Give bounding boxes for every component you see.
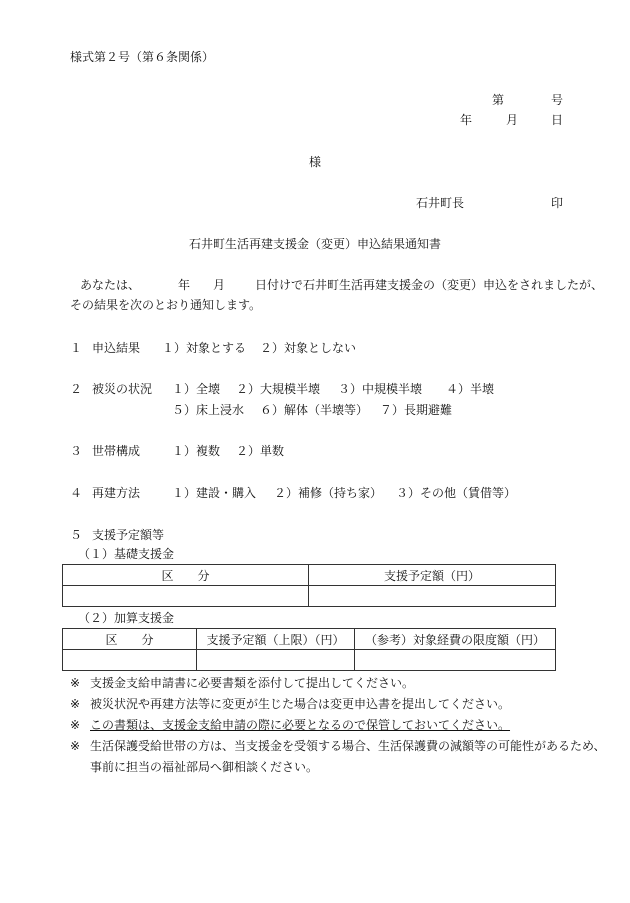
section-3-number: ３ <box>70 444 83 458</box>
section-4-option-1: １）建設・購入 <box>172 486 257 500</box>
section-1-label: 申込結果 <box>92 341 141 355</box>
note-mark: ※ <box>70 718 81 732</box>
intro-text-1: あなたは、 <box>80 278 141 292</box>
section-5-number: ５ <box>70 528 83 542</box>
table-row <box>63 586 556 607</box>
additional-support-table <box>62 628 556 671</box>
section-2-option-3: ３）中規模半壊 <box>338 382 423 396</box>
table-cell-category <box>63 586 309 607</box>
section-4-option-2: ２）補修（持ち家） <box>274 486 383 500</box>
table-header-category: 区 分 <box>63 565 309 586</box>
section-2-option-5: ５）床上浸水 <box>172 403 245 417</box>
note-mark: ※ <box>70 739 81 753</box>
section-4-label: 再建方法 <box>92 486 141 500</box>
form-number: 様式第２号（第６条関係） <box>70 50 215 64</box>
note-mark: ※ <box>70 697 81 711</box>
section-3-label: 世帯構成 <box>92 444 141 458</box>
table-cell-reference-limit <box>355 650 556 671</box>
date-day: 日 <box>551 113 564 127</box>
date-month: 月 <box>506 113 519 127</box>
note-mark: ※ <box>70 676 81 690</box>
section-3-option-2: ２）単数 <box>236 444 285 458</box>
table-header-amount-limit: 支援予定額（上限）（円） <box>197 629 355 650</box>
section-2-option-6: ６）解体（半壊等） <box>260 403 369 417</box>
section-2-option-2: ２）大規模半壊 <box>236 382 321 396</box>
table-header-row <box>63 565 556 586</box>
section-2-option-1: １）全壊 <box>172 382 221 396</box>
table-header-amount: 支援予定額（円） <box>309 565 556 586</box>
table-2-caption: （２）加算支援金 <box>78 611 175 625</box>
table-row <box>63 650 556 671</box>
section-2-label: 被災の状況 <box>92 382 153 396</box>
seal-mark: 印 <box>551 196 564 210</box>
section-4-option-3: ３）その他（賃借等） <box>396 486 517 500</box>
intro-month: 月 <box>213 278 226 292</box>
intro-line-2: その結果を次のとおり通知します。 <box>70 298 262 312</box>
note-3-text: この書類は、支援金支給申請の際に必要となるので保管しておいてください。 <box>90 718 511 732</box>
table-header-category: 区 分 <box>63 629 197 650</box>
table-cell-amount-limit <box>197 650 355 671</box>
section-4-number: ４ <box>70 486 83 500</box>
doc-number-go: 号 <box>551 93 564 107</box>
section-2-number: ２ <box>70 382 83 396</box>
table-header-row <box>63 629 556 650</box>
note-4-text-line-2: 事前に担当の福祉部局へ御相談ください。 <box>90 760 319 774</box>
section-3-option-1: １）複数 <box>172 444 221 458</box>
note-2-text: 被災状況や再建方法等に変更が生じた場合は変更申込書を提出してください。 <box>90 697 511 711</box>
note-1-text: 支援金支給申請書に必要書類を添付して提出してください。 <box>90 676 415 690</box>
document-title: 石井町生活再建支援金（変更）申込結果通知書 <box>188 237 441 251</box>
date-year: 年 <box>460 113 473 127</box>
doc-number-dai: 第 <box>492 93 505 107</box>
note-4-text-line-1: 生活保護受給世帯の方は、当支援金を受領する場合、生活保護費の減額等の可能性があるため、 <box>90 739 606 753</box>
section-1-number: １ <box>70 341 83 355</box>
table-cell-category <box>63 650 197 671</box>
addressee-sama: 様 <box>309 155 322 169</box>
intro-text-2: 日付けで石井町生活再建支援金の（変更）申込をされましたが、 <box>255 278 604 292</box>
section-2-option-4: ４）半壊 <box>446 382 495 396</box>
table-cell-amount <box>309 586 556 607</box>
intro-year: 年 <box>178 278 191 292</box>
table-1-caption: （１）基礎支援金 <box>78 547 175 561</box>
table-header-reference-limit: （参考）対象経費の限度額（円） <box>355 629 556 650</box>
section-5-label: 支援予定額等 <box>92 528 165 542</box>
section-2-option-7: ７）長期避難 <box>380 403 453 417</box>
basic-support-table <box>62 564 556 607</box>
section-1-option-1: １）対象とする <box>162 341 247 355</box>
sender-name: 石井町長 <box>416 196 465 210</box>
section-1-option-2: ２）対象としない <box>260 341 357 355</box>
